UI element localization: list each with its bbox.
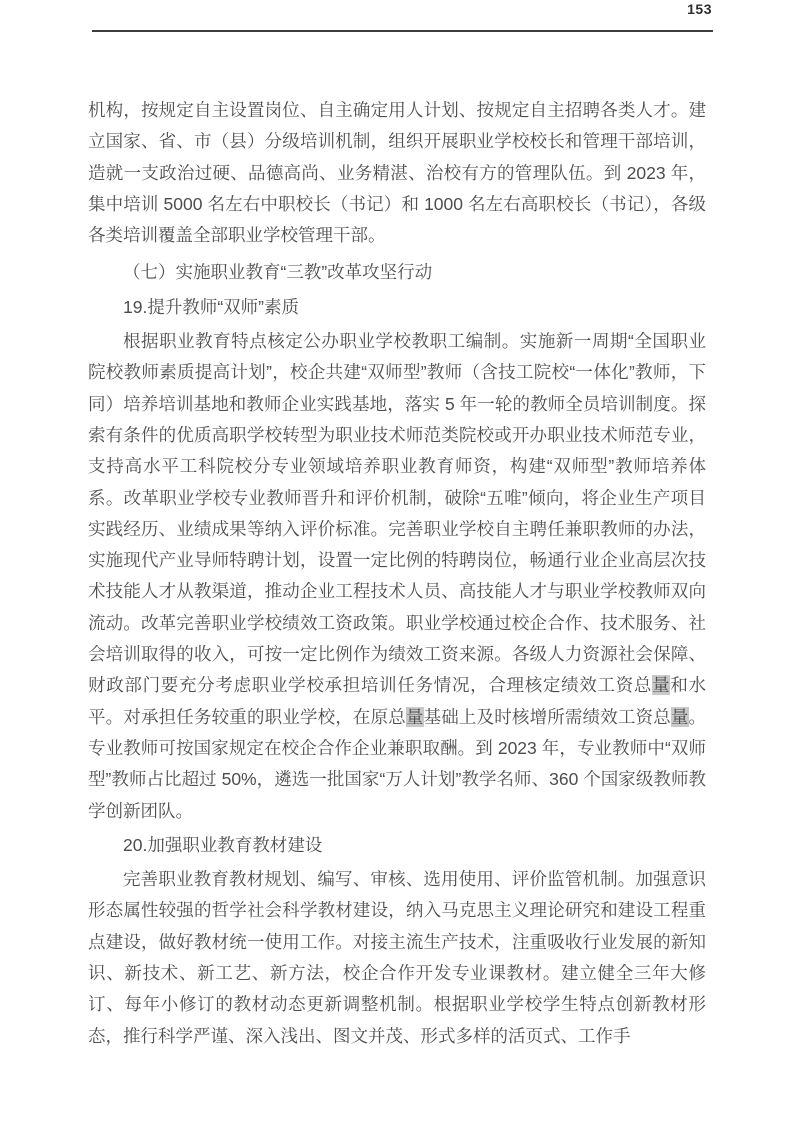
page-number: 153 <box>687 1 712 17</box>
text-segment: 20.加强职业教育教材建设 <box>123 834 323 855</box>
text-segment: 基础上及时核增所需绩效工资总 <box>423 706 671 727</box>
text-segment: 19.提升教师“双师”素质 <box>123 296 299 317</box>
highlighted-text-segment: 量 <box>405 706 424 727</box>
highlighted-text-segment: 量 <box>652 675 671 696</box>
paragraph-item-20 <box>88 864 706 1052</box>
paragraph-continued <box>88 95 706 251</box>
text-segment: 根据职业教育特点核定公办职业学校教职工编制。实施新一周期“全国职业院校教师素质提高计划”，校企共建“双师型”教师（含技工院校“一体化”教师，下同）培养培训基地和教师企业实践基地，落实 5 年一轮的教师全员培训制度。探索有条件的优质高职学校转型为职业技术师范类院校或开办职业技术师范专业，支持高水平工科院校分专业领域培养职业教育师资，构建“双师型”教师培养体系。改革职业学校专业教师晋升和评价机制，破除“五唯”倾向，将企业生产项目实践经历、业绩成果等纳入评价标准。完善职业学校自主聘任兼职教师的办法，实施现代产业导师特聘计划，设置一定比例的特聘岗位，畅通行业企业高层次技术技能人才从教渠道，推动企业工程技术人员、高技能人才与职业学校教师双向流动。改革完善职业学校绩效工资政策。职业学校通过校企合作、技术服务、社会培训取得的收入，可按一定比例作为绩效工资来源。各级人力资源社会保障、财政部门要充分考虑职业学校承担培训任务情况，合理核定绩效工资总 <box>88 331 706 696</box>
text-segment: （七）实施职业教育“三教”改革攻坚行动 <box>123 262 433 283</box>
document-body <box>88 95 706 1052</box>
header-rule <box>92 30 713 32</box>
highlighted-text-segment: 量 <box>670 706 689 727</box>
text-segment: 和水平。对承担任务较重的职业学校，在原总 <box>88 675 707 727</box>
item-heading-19 <box>88 292 706 323</box>
text-segment: 。专业教师可按国家规定在校企合作企业兼职取酬。到 2023 年，专业教师中“双师型”教师占比超过 50%，遴选一批国家“万人计划”教学名师、360 个国家级教师教学创新团队。 <box>88 706 707 821</box>
item-heading-20 <box>88 830 706 861</box>
text-segment: 完善职业教育教材规划、编写、审核、选用使用、评价监管机制。加强意识形态属性较强的哲学社会科学教材建设，纳入马克思主义理论研究和建设工程重点建设，做好教材统一使用工作。对接主流生产技术，注重吸收行业发展的新知识、新技术、新工艺、新方法，校企合作开发专业课教材。建立健全三年大修订、每年小修订的教材动态更新调整机制。根据职业学校学生特点创新教材形态，推行科学严谨、深入浅出、图文并茂、形式多样的活页式、工作手 <box>88 869 706 1046</box>
section-heading <box>88 257 706 288</box>
paragraph-item-19 <box>88 326 706 827</box>
text-segment: 机构，按规定自主设置岗位、自主确定用人计划、按规定自主招聘各类人才。建立国家、省、市（县）分级培训机制，组织开展职业学校校长和管理干部培训，造就一支政治过硬、品德高尚、业务精湛、治校有方的管理队伍。到 2023 年，集中培训 5000 名左右中职校长（书记）和 1000 名左右高职校长（书记），各级各类培训覆盖全部职业学校管理干部。 <box>88 100 706 246</box>
